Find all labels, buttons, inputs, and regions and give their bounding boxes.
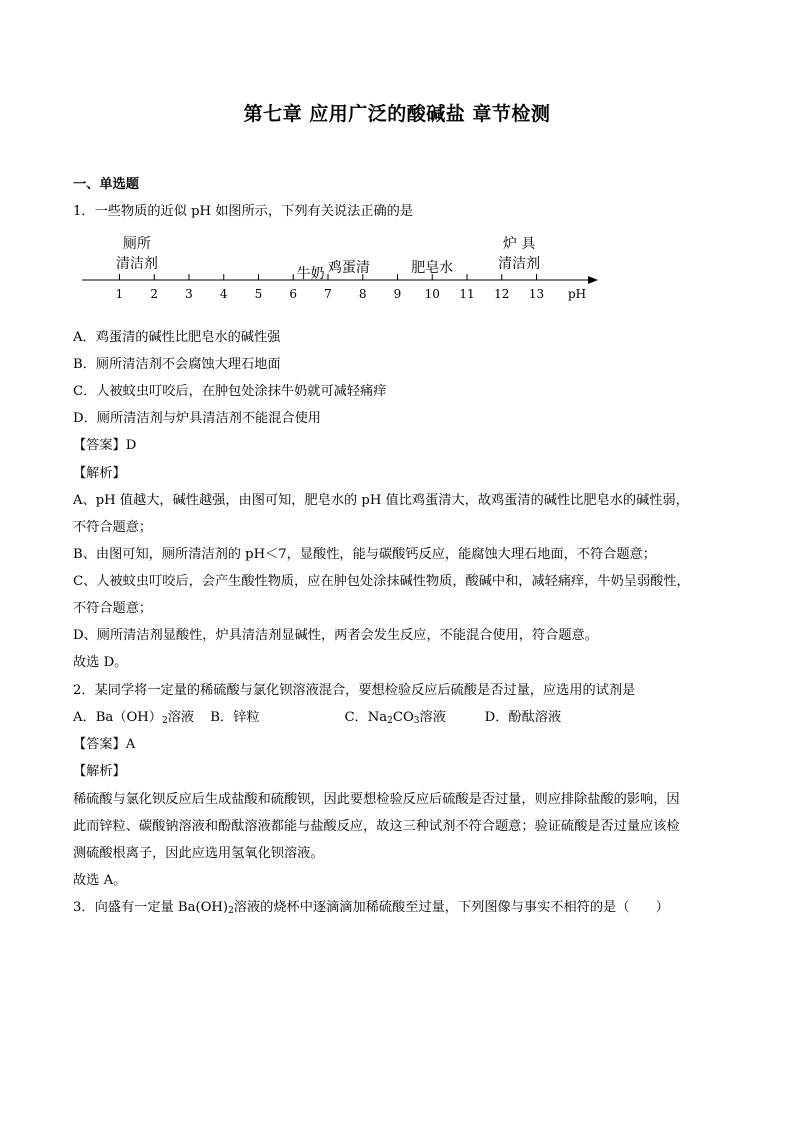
ph-substance-labels <box>116 236 540 282</box>
question-2-option-c <box>344 709 464 727</box>
ph-substance-label: 清洁剂 <box>115 256 158 272</box>
ph-substance-label: 牛奶 <box>296 266 325 282</box>
question-2-answer: 【答案】A <box>73 737 136 752</box>
option-a-text: A．Ba（OH） <box>73 710 162 725</box>
question-1-stem: 1．一些物质的近似 pH 如图所示，下列有关说法正确的是 <box>73 204 414 219</box>
ph-tick-label: 8 <box>358 287 367 301</box>
ph-tick-label: 7 <box>324 287 332 301</box>
question-1-analysis-heading: 【解析】 <box>73 466 126 481</box>
option-a-suffix: 溶液 <box>167 710 195 725</box>
option-c-suffix: 溶液 <box>419 710 446 725</box>
ph-tick-label: 3 <box>185 287 193 301</box>
ph-tick-label: 4 <box>219 287 228 301</box>
question-3-text: 3．向盛有一定量 Ba(OH) <box>73 900 229 915</box>
ph-tick-label: 10 <box>424 287 440 301</box>
ph-scale-figure <box>80 230 600 306</box>
ph-substance-label: 清洁剂 <box>498 256 541 272</box>
option-c-text: C．Na <box>344 710 388 725</box>
option-c-subscript: 3 <box>413 716 420 726</box>
question-1-analysis-line: B、由图可知，厕所清洁剂的 pH＜7，显酸性，能与碳酸钙反应，能腐蚀大理石地面，不符合题意； <box>73 547 656 562</box>
ph-tick-label: 1 <box>115 287 124 301</box>
question-3-text: 溶液的烧杯中逐滴滴加稀硫酸至过量，下列图像与事实不相符的是（ ） <box>233 900 669 915</box>
ph-tick-label: 13 <box>528 287 545 301</box>
question-2-analysis-line: 此而锌粒、碳酸钠溶液和酚酞溶液都能与盐酸反应，故这三种试剂不符合题意；验证硫酸是否过量应该检 <box>73 819 680 834</box>
ph-tick-label: 5 <box>254 287 263 301</box>
option-c-text: CO <box>392 710 414 725</box>
ph-tick-label: 2 <box>150 287 159 301</box>
ph-tick-label: 6 <box>289 287 298 301</box>
question-1-analysis-line: 不符合题意； <box>73 520 153 535</box>
question-1-option-b: B．厕所清洁剂不会腐蚀大理石地面 <box>73 357 281 372</box>
question-1-analysis-line: D、厕所清洁剂显酸性，炉具清洁剂显碱性，两者会发生反应，不能混合使用，符合题意。 <box>73 628 598 643</box>
question-2-analysis-line: 稀硫酸与氯化钡反应后生成盐酸和硫酸钡，因此要想检验反应后硫酸是否过量，则应排除盐酸的影响，因 <box>73 792 680 807</box>
section-heading: 一、单选题 <box>73 177 139 192</box>
ph-tick-label: 11 <box>459 287 475 301</box>
question-2-option-d: D．酚酞溶液 <box>484 710 562 725</box>
question-2-option-a <box>73 709 194 727</box>
ph-tick-label: 9 <box>393 287 402 301</box>
question-2-stem: 2．某同学将一定量的稀硫酸与氯化钡溶液混合，要想检验反应后硫酸是否过量，应选用的试剂是 <box>73 683 636 698</box>
ph-substance-label: 炉 具 <box>502 236 536 252</box>
question-1-analysis-line: C、人被蚊虫叮咬后，会产生酸性物质，应在肿包处涂抹碱性物质，酸碱中和，减轻痛痒，牛奶呈弱酸性， <box>73 574 690 589</box>
question-2-analysis-line: 故选 A。 <box>73 873 127 888</box>
ph-axis-arrow <box>588 276 598 284</box>
ph-tick-label: 12 <box>494 287 510 301</box>
ph-axis-label: pH <box>568 287 587 301</box>
question-2-options <box>73 709 561 727</box>
question-3-subscript: 2 <box>228 906 234 916</box>
question-1-option-c: C．人被蚊虫叮咬后，在肿包处涂抹牛奶就可减轻痛痒 <box>73 384 387 399</box>
ph-substance-label: 厕所 <box>122 236 151 252</box>
question-1-analysis-line: 故选 D。 <box>73 655 128 670</box>
ph-substance-label: 鸡蛋清 <box>327 260 370 276</box>
page-title: 第七章 应用广泛的酸碱盐 章节检测 <box>243 103 551 125</box>
question-2-analysis-line: 测硫酸根离子，因此应选用氢氧化钡溶液。 <box>73 846 324 861</box>
question-3-stem <box>73 899 669 917</box>
question-2-option-b: B．锌粒 <box>210 710 260 725</box>
ph-ticks <box>116 274 544 301</box>
question-1-analysis-line: 不符合题意； <box>73 601 153 616</box>
question-1-option-a: A．鸡蛋清的碱性比肥皂水的碱性强 <box>73 330 281 345</box>
ph-substance-label: 肥皂水 <box>411 260 454 276</box>
question-1-answer: 【答案】D <box>73 438 137 453</box>
question-1-analysis-line: A、pH 值越大，碱性越强，由图可知，肥皂水的 pH 值比鸡蛋清大，故鸡蛋清的碱性比肥皂水的碱性弱， <box>73 493 689 508</box>
option-c-subscript: 2 <box>387 716 393 726</box>
option-a-subscript: 2 <box>161 716 168 726</box>
question-1-option-d: D．厕所清洁剂与炉具清洁剂不能混合使用 <box>73 411 321 426</box>
question-2-analysis-heading: 【解析】 <box>73 764 126 779</box>
